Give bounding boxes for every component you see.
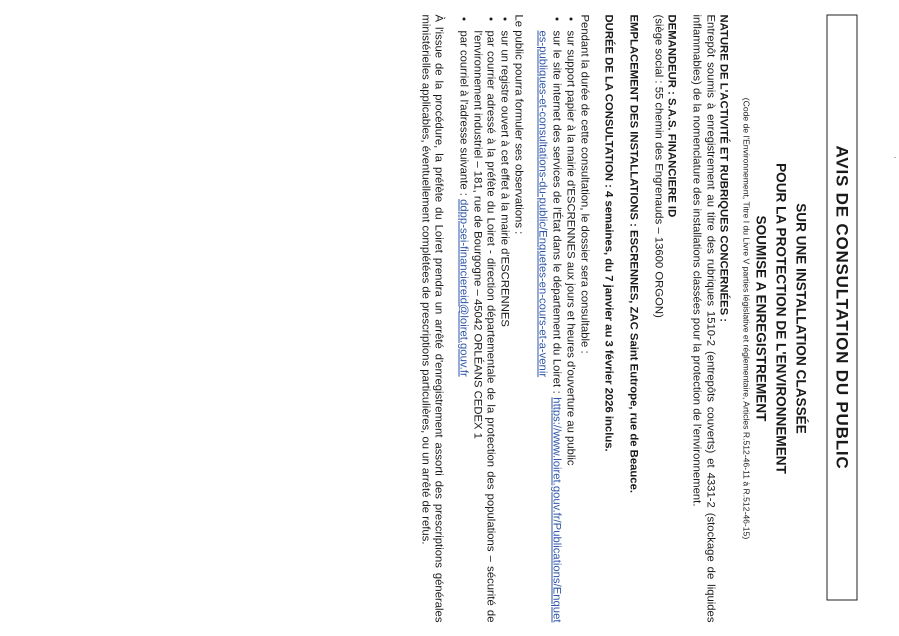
consultation-section xyxy=(535,14,590,622)
demandeur-section xyxy=(650,14,677,622)
emplacement-section: EMPLACEMENT DES INSTALLATIONS : ESCRENNES, ZAC Saint Eutrope, rue de Beauce. xyxy=(626,14,639,493)
legal-reference: (Code de l'Environnement, Titre I du Livre V parties législative et réglementaire, Articles R.512-46-11 à R.512-46-15) xyxy=(741,97,751,539)
demandeur-heading: DEMANDEUR : S.A.S. FINANCIERE ID xyxy=(665,14,678,217)
observations-list xyxy=(455,14,510,622)
nature-text: Entrepôt soumis à enregistrement au titre des rubriques 1510-2 (entrepôts couverts) et 4331-2 (stockage de liquides inflammables) de la nomenclature des installations classées pour la protection de l'environnement. xyxy=(690,14,716,622)
notice-subtitle: SUR UNE INSTALLATION CLASSÉE POUR LA PROTECTION DE L'ENVIRONNEMENT SOUMISE A ENREGISTREMENT xyxy=(753,162,808,474)
list-item: • sur support papier à la mairie d'ESCRENNES aux jours et heures d'ouverture au public xyxy=(562,30,576,622)
notice-body xyxy=(417,14,857,622)
list-item: • par courrier adressé à la préfète du Loiret - direction départementale de la protection des populations – sécurité de l'environnement industriel – 181, rue de Bourgogne – 45042 ORLÉANS CEDEX 1 xyxy=(469,30,496,622)
list-item: • par courriel à l'adresse suivante : ddpp-sei-financiereid@loiret.gouv.fr xyxy=(455,30,469,622)
nature-heading: NATURE DE L'ACTIVITÉ ET RUBRIQUES CONCERNÉES : xyxy=(717,14,730,322)
list-item: • sur un registre ouvert à cet effet à la mairie d'ESCRENNES xyxy=(496,30,510,622)
email-link[interactable]: ddpp-sei-financiereid@loiret.gouv.fr xyxy=(456,198,469,377)
scan-mark: ' xyxy=(887,156,897,158)
consultation-link[interactable]: https://www.loiret.gouv.fr/Publications/Enquetes-publiques-et-consultations-du-public/Enquetes-en-cours-et-a-venir xyxy=(536,30,563,623)
duree-section: DURÉE DE LA CONSULTATION : 4 semaines, du 7 janvier au 3 février 2026 inclus. xyxy=(602,14,615,452)
consultation-list xyxy=(535,14,576,622)
list-item: • sur le site internet des services de l'État dans le département du Loiret : https://www.loiret.gouv.fr/Publications/Enquetes-publiques-et-consultations-du-public/Enquetes-en-cours-et-a-venir xyxy=(535,30,562,622)
notice-title: AVIS DE CONSULTATION DU PUBLIC xyxy=(826,14,857,600)
nature-section xyxy=(688,14,729,622)
observations-intro: Le public pourra formuler ses observations : xyxy=(511,14,524,234)
conclusion-paragraph: À l'issue de la procédure, la préfète du Loiret prendra un arrêté d'enregistrement assorti des prescriptions générales ministérielles applicables, éventuellement complétées de prescriptions particulières, ou un arrêté de refus. xyxy=(418,14,445,622)
demandeur-address: (siège social : 55 chemin des Engrenauds – 13600 ORGON) xyxy=(651,14,664,318)
observations-section xyxy=(455,14,524,622)
consultation-intro: Pendant la durée de cette consultation, le dossier sera consultable : xyxy=(577,14,590,354)
